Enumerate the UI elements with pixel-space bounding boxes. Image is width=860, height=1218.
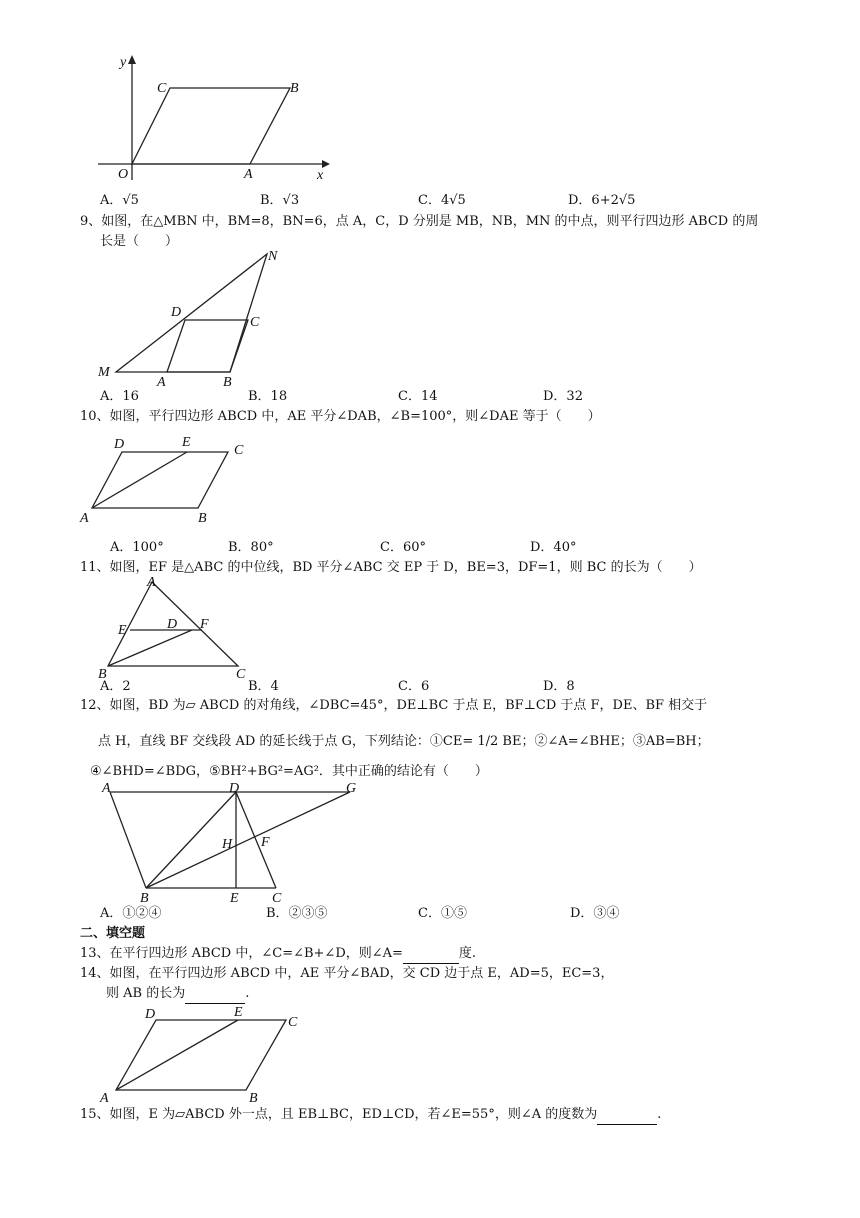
q9-text-line1: 9、如图，在△MBN 中，BM=8，BN=6，点 A，C，D 分别是 MB，NB，MN 的中点，则平行四边形 ABCD 的周 [80,214,759,229]
q14-figure [92,1002,312,1104]
q9-option-a[interactable]: A．16 [100,389,139,404]
q12-option-b[interactable]: B．②③⑤ [266,906,328,921]
q11-label-b: B [98,667,107,682]
q12-label-h: H [222,837,233,852]
q8-label-x: x [317,168,324,183]
q10-label-c: C [234,443,244,458]
q9-label-c: C [250,315,260,330]
q11-option-b[interactable]: B．4 [248,679,279,694]
q12-label-g: G [346,781,357,796]
q11-options [100,678,800,696]
q13-answer-blank[interactable] [403,945,459,964]
section-fill-in-title: 二、填空题 [80,926,146,941]
q8-option-c[interactable]: C．4√5 [418,193,466,208]
q12-option-c[interactable]: C．①⑤ [418,906,467,921]
q14-text-line1: 14、如图，在平行四边形 ABCD 中，AE 平分∠BAD，交 CD 边于点 E，AD=5，EC=3， [80,966,614,981]
q10-option-c[interactable]: C．60° [380,540,426,555]
q11-label-f: F [200,617,209,632]
q12-label-c: C [272,891,282,906]
q13-text-after: 度. [458,946,477,961]
q9-option-d[interactable]: D．32 [543,389,583,404]
q13-text-before: 13、在平行四边形 ABCD 中，∠C=∠B+∠D，则∠A= [80,946,403,961]
q10-label-d: D [114,437,125,452]
q8-label-a: A [244,167,253,182]
q9-text-line2: 长是（ ） [100,234,179,249]
q8-label-b: B [290,81,299,96]
q10-option-b[interactable]: B．80° [228,540,274,555]
q9-options [100,388,800,406]
q12-text-line2: 点 H，直线 BF 交线段 AD 的延长线于点 G，下列结论：①CE= 1/2 BE；②∠A=∠BHE；③AB=BH； [98,734,710,749]
q15-text-before: 15、如图，E 为▱ABCD 外一点，且 EB⊥BC，ED⊥CD，若∠E=55°，则∠A 的度数为 [80,1107,598,1122]
q12-label-e: E [230,891,239,906]
q9-option-c[interactable]: C．14 [398,389,438,404]
q9-label-d: D [171,305,182,320]
q12-label-f: F [261,835,270,850]
q10-label-e: E [182,435,191,450]
q8-figure [90,52,340,184]
q11-option-d[interactable]: D．8 [543,679,575,694]
q8-label-c: C [157,81,167,96]
q9-figure [90,250,290,390]
q14-label-c: C [288,1015,298,1030]
q14-label-e: E [234,1005,243,1020]
q11-label-e: E [118,623,127,638]
q9-option-b[interactable]: B．18 [248,389,288,404]
q12-option-d[interactable]: D．③④ [570,906,620,921]
q12-figure [98,780,368,908]
q11-option-c[interactable]: C．6 [398,679,430,694]
q9-label-m: M [98,365,110,380]
q12-label-b: B [140,891,149,906]
q9-label-n: N [268,250,278,264]
q12-text-line3: ④∠BHD=∠BDG，⑤BH²+BG²=AG²．其中正确的结论有（ ） [90,764,488,779]
q12-text-line1: 12、如图，BD 为▱ ABCD 的对角线，∠DBC=45°，DE⊥BC 于点 E，BF⊥CD 于点 F，DE、BF 相交于 [80,698,708,713]
q14-label-b: B [249,1091,258,1104]
q10-text-line1: 10、如图，平行四边形 ABCD 中，AE 平分∠DAB，∠B=100°，则∠DAE 等于（ ） [80,409,601,424]
q11-label-a: A [147,575,156,590]
q12-option-a[interactable]: A．①②④ [100,906,162,921]
q8-options [100,192,800,210]
q12-options [100,905,800,923]
q14-text-after: . [245,986,250,1001]
q14-text-before: 则 AB 的长为 [106,986,186,1001]
q10-options [110,539,810,557]
q10-option-a[interactable]: A．100° [110,540,164,555]
q9-label-a: A [157,375,166,390]
q11-text-line1: 11、如图，EF 是△ABC 的中位线，BD 平分∠ABC 交 EP 于 D，BE=3，DF=1，则 BC 的长为（ ） [80,560,702,575]
q11-label-d: D [167,617,178,632]
q13-text [80,945,476,964]
q10-figure [76,432,256,526]
q14-label-a: A [100,1091,109,1104]
q9-label-b: B [223,375,232,390]
q11-label-c: C [236,667,246,682]
q11-option-a[interactable]: A．2 [100,679,131,694]
q8-label-y: y [120,55,127,70]
q15-text-after: . [657,1107,662,1122]
q11-figure [90,574,260,682]
q10-option-d[interactable]: D．40° [530,540,577,555]
q8-option-a[interactable]: A．√5 [100,193,139,208]
q12-label-a: A [102,781,111,796]
q15-answer-blank[interactable] [597,1106,657,1125]
q12-label-d: D [229,781,240,796]
q8-option-d[interactable]: D．6+2√5 [568,193,636,208]
q10-label-a: A [80,511,89,526]
q15-text [80,1106,661,1125]
q8-option-b[interactable]: B．√3 [260,193,300,208]
q8-label-o: O [118,167,129,182]
q10-label-b: B [198,511,207,526]
q14-label-d: D [145,1007,156,1022]
